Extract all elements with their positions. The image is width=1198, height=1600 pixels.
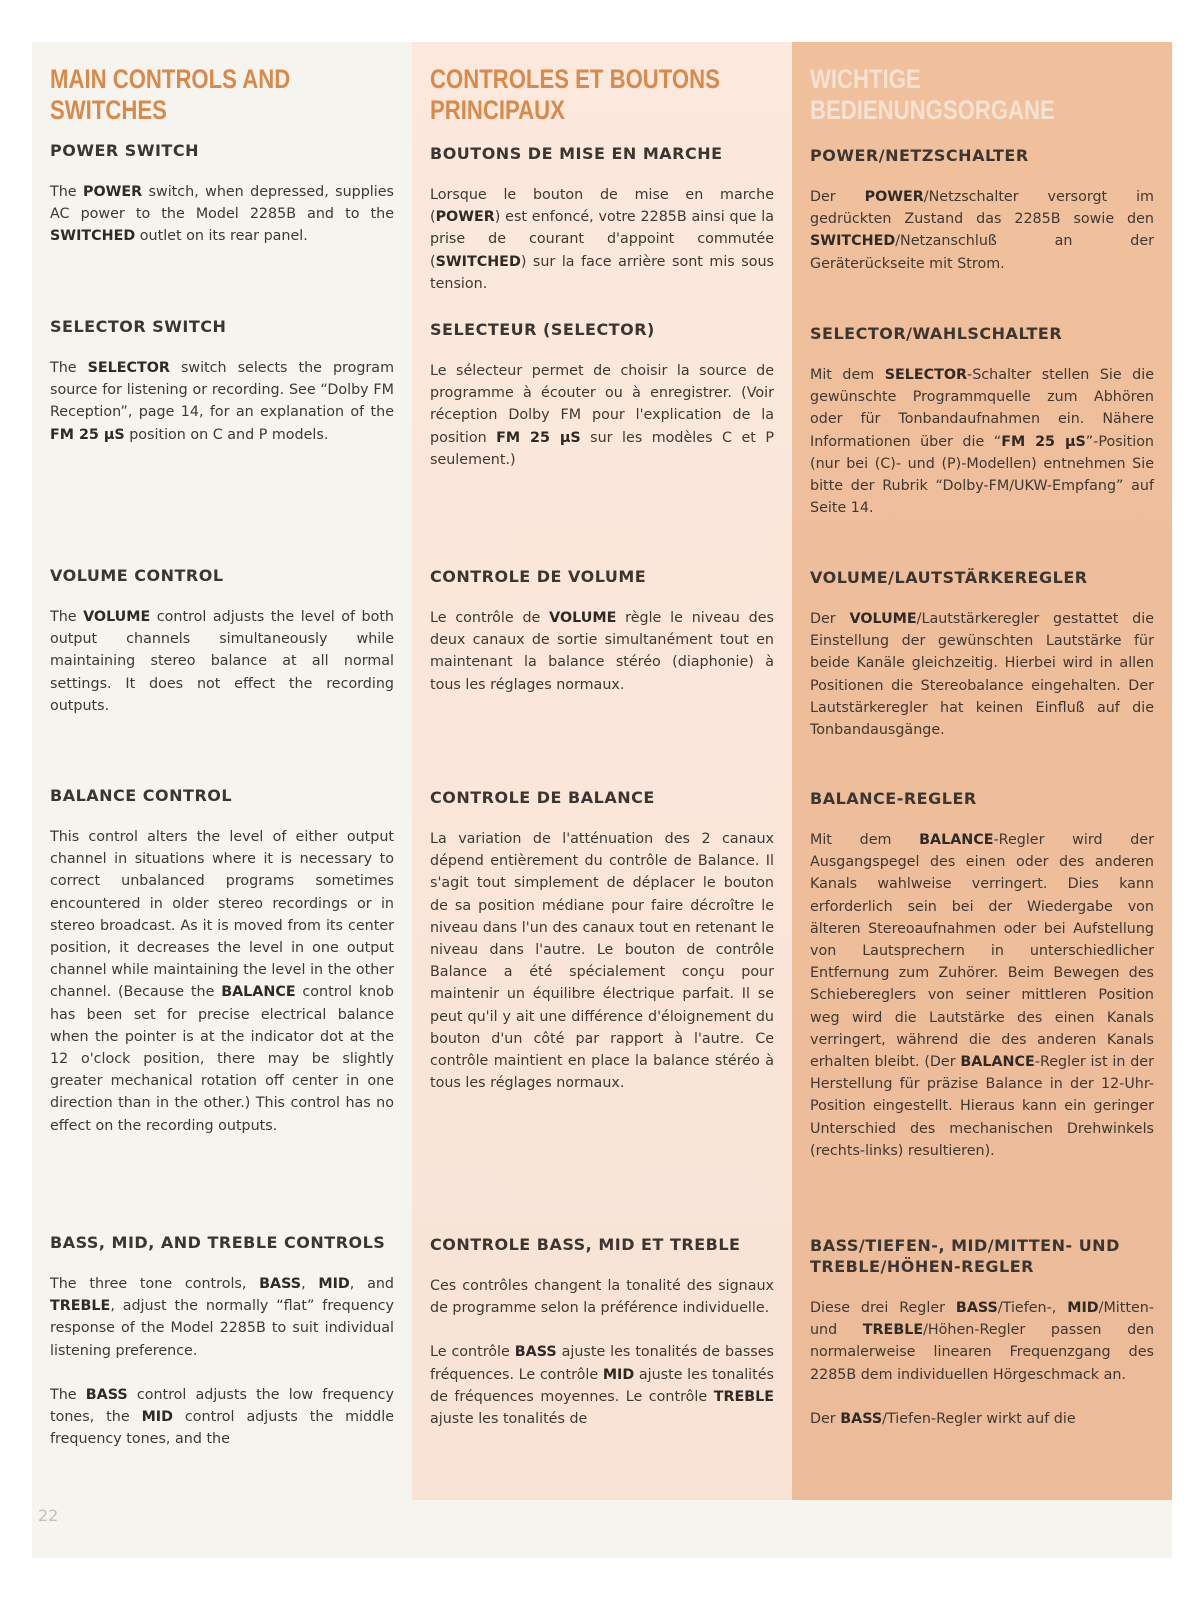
column-title: CONTROLES ET BOUTONS PRINCIPAUX (430, 64, 720, 125)
section-lautstaerkeregler (810, 567, 1154, 763)
paragraph: La variation de l'atténuation des 2 canaux dépend entièrement du contrôle de Balance. Il s'agit tout simplement de déplacer le bouton de sa position médiane pour faire décroître le niveau dans l'un des canaux tout en retenant le niveau dans l'autre. Le bouton de contrôle Balance a été spécialement conçu pour maintenir un équilibre électrique parfait. Il se peut qu'il y ait une différence d'éloignement du bouton d'un côté par rapport à l'autre. Ce contrôle maintient en place la balance stéréo à tous les réglages normaux. (430, 831, 774, 1092)
section-volume-control (50, 565, 394, 739)
section-controle-balance (430, 787, 774, 1116)
section-selecteur (430, 319, 774, 493)
section-power-switch (50, 140, 394, 270)
column-english (32, 42, 412, 1500)
column-german (792, 42, 1172, 1500)
section-heading: BASS/TIEFEN-, MID/MITTEN- UND TREBLE/HÖHEN-REGLER (810, 1236, 1120, 1276)
section-controle-volume (430, 566, 774, 718)
paragraph: The three tone controls, BASS, MID, and TREBLE, adjust the normally “flat” frequency response of the Model 2285B to suit individual listening preference. (50, 1276, 394, 1359)
section-heading: CONTROLE BASS, MID ET TREBLE (430, 1235, 741, 1254)
section-heading: VOLUME/LAUTSTÄRKEREGLER (810, 568, 1088, 587)
page-number: 22 (38, 1506, 59, 1525)
paragraph: This control alters the level of either output channel in situations where it is necessary to correct unbalanced programs sometimes encountered in older stereo recordings or in stereo broadcast. As it is moved from its center position, it decreases the level in one output channel while maintaining the level in the other channel. (Because the BALANCE control knob has been set for precise electrical balance when the pointer is at the indicator dot at the 12 o'clock position, there may be slightly greater mechanical rotation off center in one direction than in the other.) This control has no effect on the recording outputs. (50, 829, 394, 1134)
paragraph: Le contrôle de VOLUME règle le niveau des deux canaux de sortie simultanément tout en maintenant la balance stéréo (diaphonie) à tous les réglages normaux. (430, 610, 774, 693)
section-heading: SELECTEUR (SELECTOR) (430, 320, 655, 339)
section-heading: CONTROLE DE BALANCE (430, 788, 655, 807)
paragraph: Der VOLUME/Lautstärkeregler gestattet die Einstellung der gewünschten Lautstärke für beide Kanäle gleichzeitig. Hierbei wird in allen Positionen die Stereobalance eingehalten. Der Lautstärkeregler hat keinen Einfluß auf die Tonbandausgänge. (810, 611, 1154, 739)
section-boutons-marche (430, 143, 774, 317)
section-wahlschalter (810, 323, 1154, 541)
paragraph: Mit dem SELECTOR-Schalter stellen Sie die gewünschte Programmquelle zum Abhören oder für Tonbandaufnahmen ein. Nähere Informationen über die “FM 25 µS”-Position (nur bei (C)- und (P)-Modellen) entnehmen Sie bitte der Rubrik “Dolby-FM/UKW-Empfang” auf Seite 14. (810, 367, 1154, 517)
paragraph: The SELECTOR switch selects the program source for listening or recording. See “Dolby FM Reception”, page 14, for an explanation of the FM 25 µS position on C and P models. (50, 360, 394, 443)
paragraph: The POWER switch, when depressed, supplies AC power to the Model 2285B and to the SWITCHED outlet on its rear panel. (50, 184, 394, 245)
paragraph: Lorsque le bouton de mise en marche (POWER) est enfoncé, votre 2285B ainsi que la prise de courant d'appoint commutée (SWITCHED) sur la face arrière sont mis sous tension. (430, 187, 774, 292)
section-balance-regler (810, 788, 1154, 1184)
section-netzschalter (810, 145, 1154, 297)
paragraph: Le sélecteur permet de choisir la source de programme à écouter ou à enregistrer. (Voir réception Dolby FM pour l'explication de la position FM 25 µS sur les modèles C et P seulement.) (430, 363, 774, 468)
section-heading: SELECTOR/WAHLSCHALTER (810, 324, 1063, 343)
section-heading: POWER SWITCH (50, 141, 199, 160)
section-balance-control (50, 785, 394, 1159)
paragraph: The VOLUME control adjusts the level of both output channels simultaneously while maintaining stereo balance at all normal settings. It does not effect the recording outputs. (50, 609, 394, 714)
paragraph: Der POWER/Netzschalter versorgt im gedrückten Zustand das 2285B sowie den SWITCHED/Netzanschluß an der Geräterückseite mit Strom. (810, 189, 1154, 272)
paragraph: Ces contrôles changent la tonalité des signaux de programme selon la préférence individuelle. (430, 1278, 774, 1317)
column-title: MAIN CONTROLS AND SWITCHES (50, 64, 291, 125)
section-heading: BASS, MID, AND TREBLE CONTROLS (50, 1233, 386, 1252)
section-heading: SELECTOR SWITCH (50, 317, 227, 336)
section-klangregler (810, 1235, 1154, 1452)
column-french (412, 42, 792, 1500)
section-selector-switch (50, 316, 394, 468)
section-heading: BALANCE-REGLER (810, 789, 977, 808)
paragraph: Diese drei Regler BASS/Tiefen-, MID/Mitten- und TREBLE/Höhen-Regler passen den normalerweise linearen Frequenzgang des 2285B dem individuellen Hörgeschmack an. (810, 1300, 1155, 1383)
section-heading: BOUTONS DE MISE EN MARCHE (430, 144, 723, 163)
section-heading: POWER/NETZSCHALTER (810, 146, 1029, 165)
column-title: WICHTIGE BEDIENUNGSORGANE (810, 64, 1055, 125)
paragraph: The BASS control adjusts the low frequency tones, the MID control adjusts the middle frequency tones, and the (50, 1386, 394, 1448)
paragraph: Le contrôle BASS ajuste les tonalités de basses fréquences. Le contrôle MID ajuste les tonalités de fréquences moyennes. Le contrôle TREBLE ajuste les tonalités de (430, 1344, 775, 1428)
section-heading: VOLUME CONTROL (50, 566, 224, 585)
paragraph: Der BASS/Tiefen-Regler wirkt auf die (810, 1410, 1076, 1427)
section-heading: BALANCE CONTROL (50, 786, 233, 805)
section-tone-controls (50, 1232, 394, 1472)
paragraph: Mit dem BALANCE-Regler wird der Ausgangspegel des einen oder des anderen Kanals wahlweise verringert. Dies kann erforderlich sein bei der Wiedergabe von älteren Stereoaufnahmen oder bei Aufstellung von Lautsprechern in unterschiedlicher Entfernung zum Zuhörer. Beim Bewegen des Schiebereglers von seiner mittleren Position weg wird die Lautstärke des einen Kanals verringert, während die des anderen Kanals erhalten bleibt. (Der BALANCE-Regler ist in der Herstellung für präzise Balance in der 12-Uhr-Position eingestellt. Hieraus kann ein geringer Unterschied des mechanischen Drehwinkels (rechts-links) resultieren). (810, 832, 1154, 1159)
section-controle-tonalite (430, 1234, 774, 1452)
section-heading: CONTROLE DE VOLUME (430, 567, 647, 586)
